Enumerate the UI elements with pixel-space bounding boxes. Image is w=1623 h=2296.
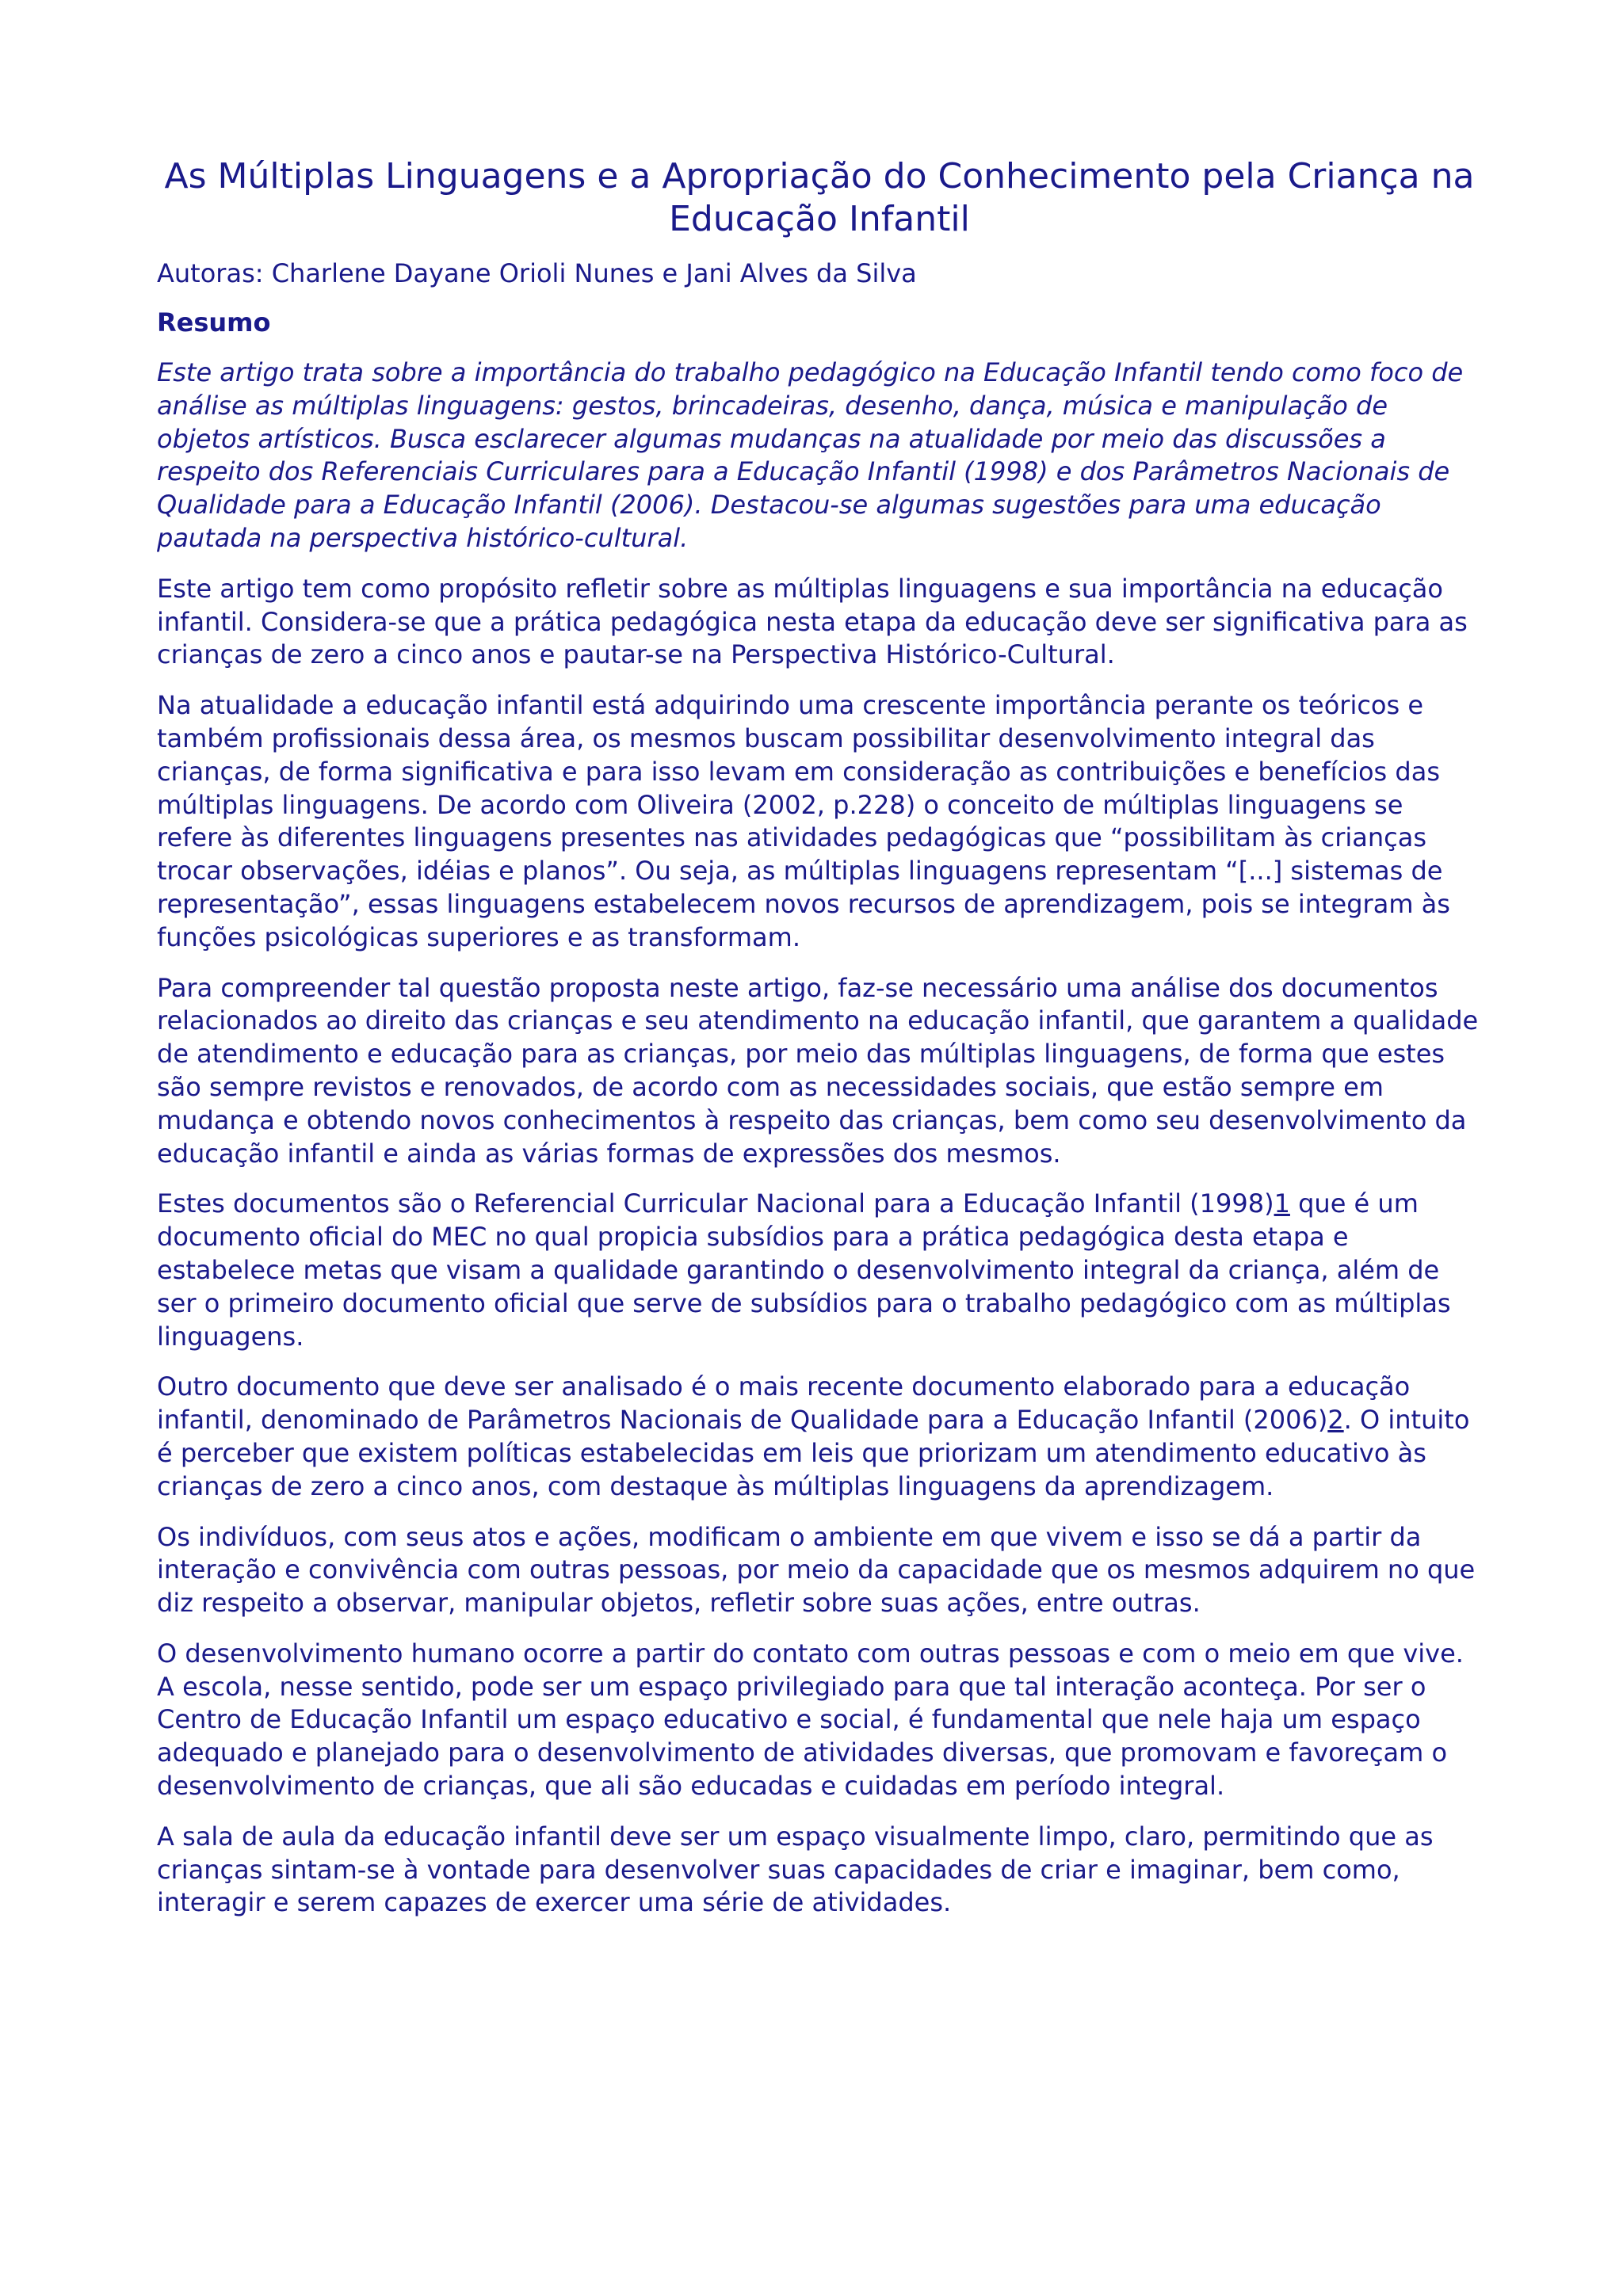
- body-paragraph: Este artigo tem como propósito refletir sobre as múltiplas linguagens e sua importância na educação infantil. Considera-se que a prática pedagógica nesta etapa da educação deve ser significativa para as crianças de zero a cinco anos e pautar-se na Perspectiva Histórico-Cultural.: [157, 573, 1468, 670]
- authors-line: Autoras: Charlene Dayane Orioli Nunes e Jani Alves da Silva: [157, 258, 917, 288]
- footnote-link-1[interactable]: 1: [1274, 1188, 1290, 1219]
- document-title: As Múltiplas Linguagens e a Apropriação do Conhecimento pela Criança na Educação Infantil: [164, 156, 1475, 239]
- body-paragraph: O desenvolvimento humano ocorre a partir do contato com outras pessoas e com o meio em que vive. A escola, nesse sentido, pode ser um espaço privilegiado para que tal interação aconteça. Por ser o Centro de Educação Infantil um espaço educativo e social, é fundamental que nele haja um espaço adequado e planejado para o desenvolvimento de atividades diversas, que promovam e favoreçam o desenvolvimento de crianças, que ali são educadas e cuidadas em período integral.: [157, 1638, 1464, 1802]
- paragraph-text: que é um documento oficial do MEC no qual propicia subsídios para a prática pedagógica desta etapa e estabelece metas que visam a qualidade garantindo o desenvolvimento integral da criança, além de ser o primeiro documento oficial que serve de subsídios para o trabalho pedagógico com as múltiplas linguagens.: [157, 1188, 1451, 1352]
- body-paragraph: Para compreender tal questão proposta neste artigo, faz-se necessário uma análise dos documentos relacionados ao direito das crianças e seu atendimento na educação infantil, que garantem a qualidade de atendimento e educação para as crianças, por meio das múltiplas linguagens, de forma que estes são sempre revistos e renovados, de acordo com as necessidades sociais, que estão sempre em mudança e obtendo novos conhecimentos à respeito das crianças, bem como seu desenvolvimento da educação infantil e ainda as várias formas de expressões dos mesmos.: [157, 972, 1479, 1169]
- body-paragraph: Os indivíduos, com seus atos e ações, modificam o ambiente em que vivem e isso se dá a partir da interação e convivência com outras pessoas, por meio da capacidade que os mesmos adquirem no que diz respeito a observar, manipular objetos, refletir sobre suas ações, entre outras.: [157, 1521, 1476, 1619]
- body-paragraph-footnote-1: [157, 1188, 1482, 1353]
- abstract-heading: Resumo: [157, 307, 271, 338]
- paragraph-text: Outro documento que deve ser analisado é o mais recente documento elaborado para a educação infantil, denominado de Parâmetros Nacionais de Qualidade para a Educação Infantil (2006): [157, 1371, 1411, 1436]
- abstract-text: Este artigo trata sobre a importância do trabalho pedagógico na Educação Infantil tendo como foco de análise as múltiplas linguagens: gestos, brincadeiras, desenho, dança, música e manipulação de objetos artísticos. Busca esclarecer algumas mudanças na atualidade por meio das discussões a respeito dos Referenciais Curriculares para a Educação Infantil (1998) e dos Parâmetros Nacionais de Qualidade para a Educação Infantil (2006). Destacou-se algumas sugestões para uma educação pautada na perspectiva histórico-cultural.: [157, 357, 1464, 553]
- body-paragraph: A sala de aula da educação infantil deve ser um espaço visualmente limpo, claro, permitindo que as crianças sintam-se à vontade para desenvolver suas capacidades de criar e imaginar, bem como, interagir e serem capazes de exercer uma série de atividades.: [157, 1821, 1434, 1918]
- footnote-link-2[interactable]: 2: [1327, 1405, 1344, 1436]
- body-paragraph-footnote-2: [157, 1371, 1482, 1503]
- paragraph-text: Estes documentos são o Referencial Curricular Nacional para a Educação Infantil (1998): [157, 1188, 1274, 1219]
- body-paragraph: Na atualidade a educação infantil está adquirindo uma crescente importância perante os teóricos e também profissionais dessa área, os mesmos buscam possibilitar desenvolvimento integral das crianças, de forma significativa e para isso levam em consideração as contribuições e benefícios das múltiplas linguagens. De acordo com Oliveira (2002, p.228) o conceito de múltiplas linguagens se refere às diferentes linguagens presentes nas atividades pedagógicas que “possibilitam às crianças trocar observações, idéias e planos”. Ou seja, as múltiplas linguagens representam “[...] sistemas de representação”, essas linguagens estabelecem novos recursos de aprendizagem, pois se integram às funções psicológicas superiores e as transformam.: [157, 690, 1450, 952]
- paragraph-text: . O intuito é perceber que existem políticas estabelecidas em leis que priorizam um atendimento educativo às crianças de zero a cinco anos, com destaque às múltiplas linguagens da aprendizagem.: [157, 1405, 1470, 1501]
